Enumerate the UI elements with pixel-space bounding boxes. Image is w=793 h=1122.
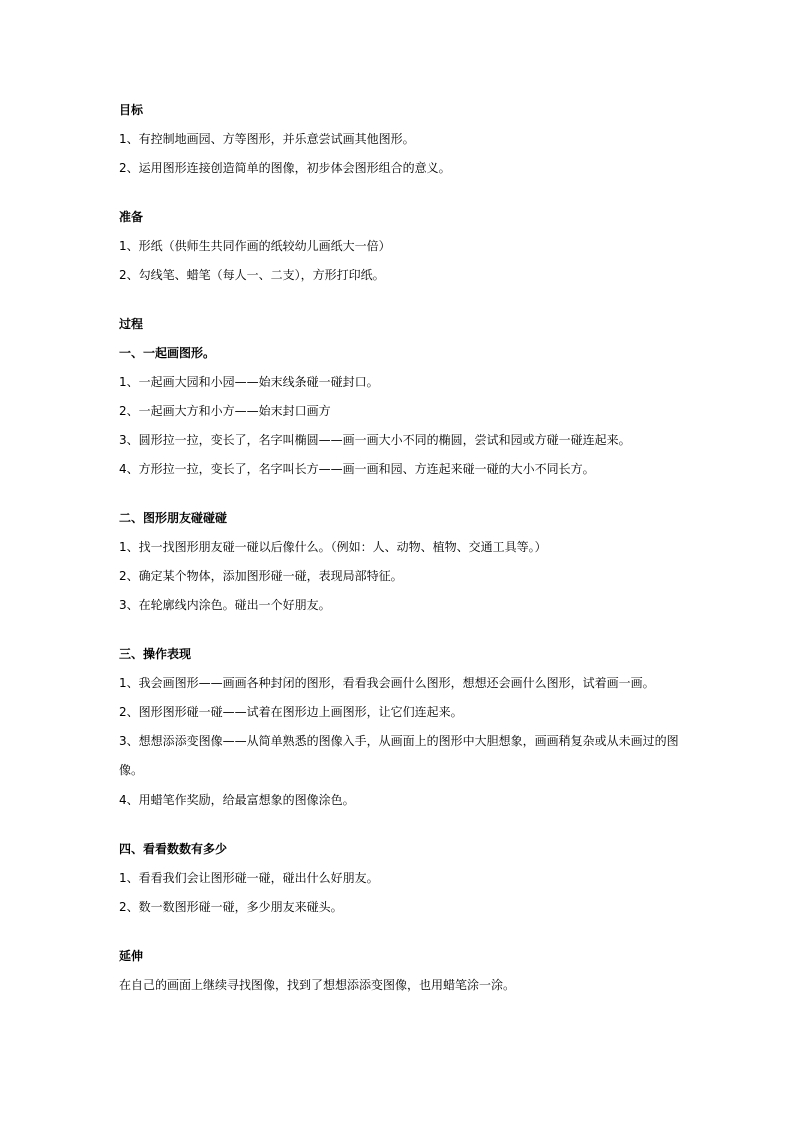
process1-item-1: 1、一起画大园和小园——始末线条碰一碰封口。 (119, 375, 379, 389)
subsection-title-draw-shapes: 一、一起画图形。 (119, 346, 216, 360)
spacer (119, 187, 689, 207)
spacer (119, 624, 689, 644)
section-title-prep: 准备 (119, 210, 144, 224)
subsection-title-operation: 三、操作表现 (119, 647, 192, 661)
process2-item-2: 2、确定某个物体，添加图形碰一碰，表现局部特征。 (119, 569, 403, 583)
section-title-extension: 延伸 (119, 949, 144, 963)
process3-item-4: 4、用蜡笔作奖励，给最富想象的图像涂色。 (119, 793, 355, 807)
subsection-title-count: 四、看看数数有多少 (119, 842, 228, 856)
spacer (119, 294, 689, 314)
process3-item-2: 2、图形图形碰一碰——试着在图形边上画图形，让它们连起来。 (119, 705, 463, 719)
process1-item-4: 4、方形拉一拉，变长了，名字叫长方——画一画和园、方连起来碰一碰的大小不同长方。 (119, 462, 595, 476)
process3-item-3: 3、想想添添变图像——从简单熟悉的图像入手，从画面上的图形中大胆想象，画画稍复杂或从未画过的图像。 (119, 734, 679, 777)
goal-item-2: 2、运用图形连接创造简单的图像，初步体会图形组合的意义。 (119, 161, 451, 175)
section-title-process: 过程 (119, 317, 144, 331)
prep-item-2: 2、勾线笔、蜡笔（每人一、二支），方形打印纸。 (119, 268, 385, 282)
spacer (119, 488, 689, 508)
process2-item-3: 3、在轮廓线内涂色。碰出一个好朋友。 (119, 598, 331, 612)
process2-item-1: 1、找一找图形朋友碰一碰以后像什么。（例如：人、动物、植物、交通工具等。） (119, 540, 547, 554)
process4-item-1: 1、看看我们会让图形碰一碰，碰出什么好朋友。 (119, 871, 379, 885)
spacer (119, 926, 689, 946)
subsection-title-shape-friends: 二、图形朋友碰碰碰 (119, 511, 228, 525)
section-title-goals: 目标 (119, 103, 144, 117)
document-page (119, 100, 689, 1004)
process4-item-2: 2、数一数图形碰一碰，多少朋友来碰头。 (119, 900, 343, 914)
process1-item-2: 2、一起画大方和小方——始末封口画方 (119, 404, 331, 418)
process1-item-3: 3、圆形拉一拉，变长了，名字叫椭圆——画一画大小不同的椭圆，尝试和园或方碰一碰连起来。 (119, 433, 631, 447)
goal-item-1: 1、有控制地画园、方等图形，并乐意尝试画其他图形。 (119, 132, 415, 146)
spacer (119, 819, 689, 839)
extension-item-1: 在自己的画面上继续寻找图像，找到了想想添添变图像，也用蜡笔涂一涂。 (119, 978, 516, 992)
prep-item-1: 1、形纸（供师生共同作画的纸较幼儿画纸大一倍） (119, 239, 391, 253)
process3-item-1: 1、我会画图形——画画各种封闭的图形，看看我会画什么图形，想想还会画什么图形，试着画一画。 (119, 676, 655, 690)
